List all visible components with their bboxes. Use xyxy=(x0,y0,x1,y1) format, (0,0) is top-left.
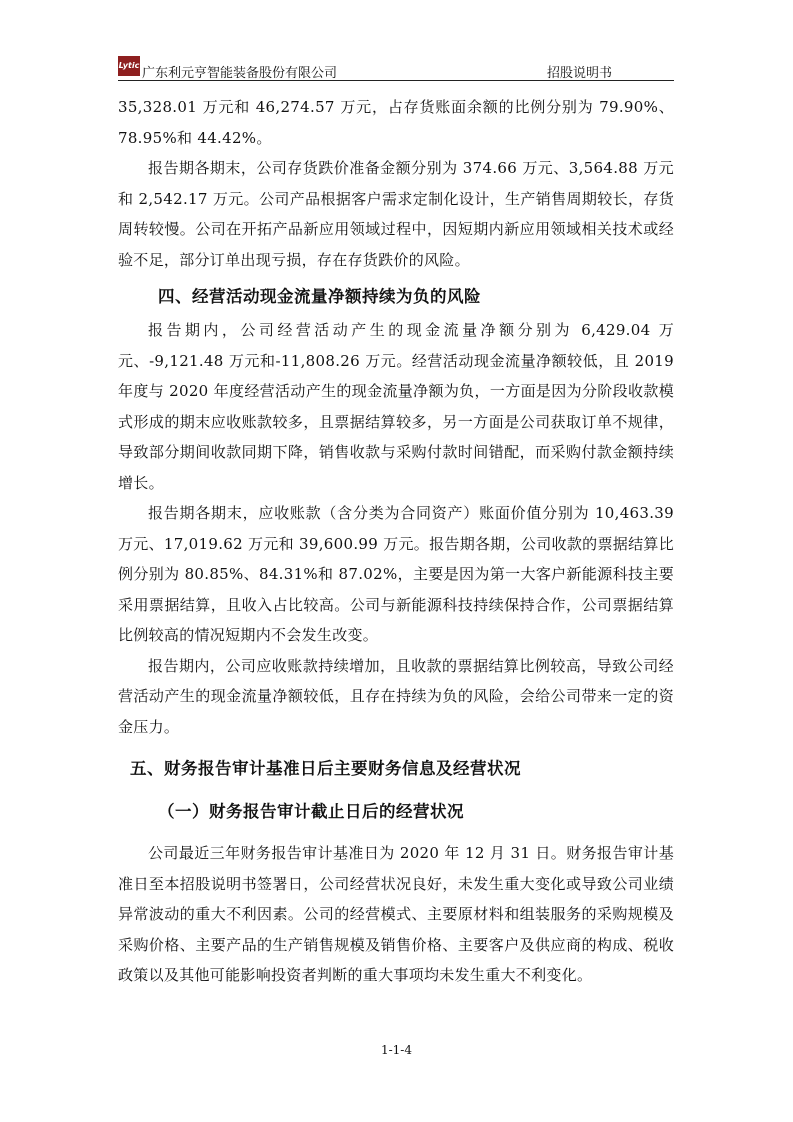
paragraph-inventory-impairment: 报告期各期末，公司存货跌价准备金额分别为 374.66 万元、3,564.88 万元和 2,542.17 万元。公司产品根据客户需求定制化设计，生产销售周期较长，存货周转较慢。公司在开拓产品新应用领域过程中，因短期内新应用领域相关技术或经验不足，部分订单出现亏损，存在存货跌价的风险。 xyxy=(118,159,674,269)
document-title: 招股说明书 xyxy=(546,66,612,81)
company-name: 广东利元亨智能装备股份有限公司 xyxy=(142,66,338,81)
page-body xyxy=(118,92,674,991)
page-number: 1-1-4 xyxy=(380,1043,412,1057)
section-heading-5: 五、财务报告审计基准日后主要财务信息及经营状况 xyxy=(130,759,521,778)
company-logo: Lytic xyxy=(118,56,140,76)
section-heading-4: 四、经营活动现金流量净额持续为负的风险 xyxy=(158,287,481,306)
page-header xyxy=(118,52,674,81)
paragraph-receivables: 报告期各期末，应收账款（含分类为合同资产）账面价值分别为 10,463.39 万元、17,019.62 万元和 39,600.99 万元。报告期各期，公司收款的票据结算比例分别为 80.85%、84.31%和 87.02%，主要是因为第一大客户新能源科技主要采用票据结算，且收入占比较高。公司与新能源科技持续保持合作，公司票据结算比例较高的情况短期内不会发生改变。 xyxy=(118,504,674,644)
paragraph-continued: 35,328.01 万元和 46,274.57 万元，占存货账面余额的比例分别为 79.90%、78.95%和 44.42%。 xyxy=(118,98,674,147)
paragraph-cash-flow: 报告期内，公司经营活动产生的现金流量净额分别为 6,429.04 万元、-9,121.48 万元和-11,808.26 万元。经营活动现金流量净额较低，且 2019 年度与 2020 年度经营活动产生的现金流量净额为负，一方面是因为分阶段收款模式形成的期末应收账款较多，且票据结算较多，另一方面是公司获取订单不规律，导致部分期间收款同期下降，销售收款与采购付款时间错配，而采购付款金额持续增长。 xyxy=(118,321,674,492)
paragraph-receivables-risk: 报告期内，公司应收账款持续增加，且收款的票据结算比例较高，导致公司经营活动产生的现金流量净额较低，且存在持续为负的风险，会给公司带来一定的资金压力。 xyxy=(118,656,674,736)
paragraph-post-audit-status: 公司最近三年财务报告审计基准日为 2020 年 12 月 31 日。财务报告审计基准日至本招股说明书签署日，公司经营状况良好，未发生重大变化或导致公司业绩异常波动的重大不利因素。公司的经营模式、主要原材料和组装服务的采购规模及采购价格、主要产品的生产销售规模及销售价格、主要客户及供应商的构成、税收政策以及其他可能影响投资者判断的重大事项均未发生重大不利变化。 xyxy=(118,844,674,984)
subsection-heading-5-1: （一）财务报告审计截止日后的经营状况 xyxy=(158,802,464,821)
